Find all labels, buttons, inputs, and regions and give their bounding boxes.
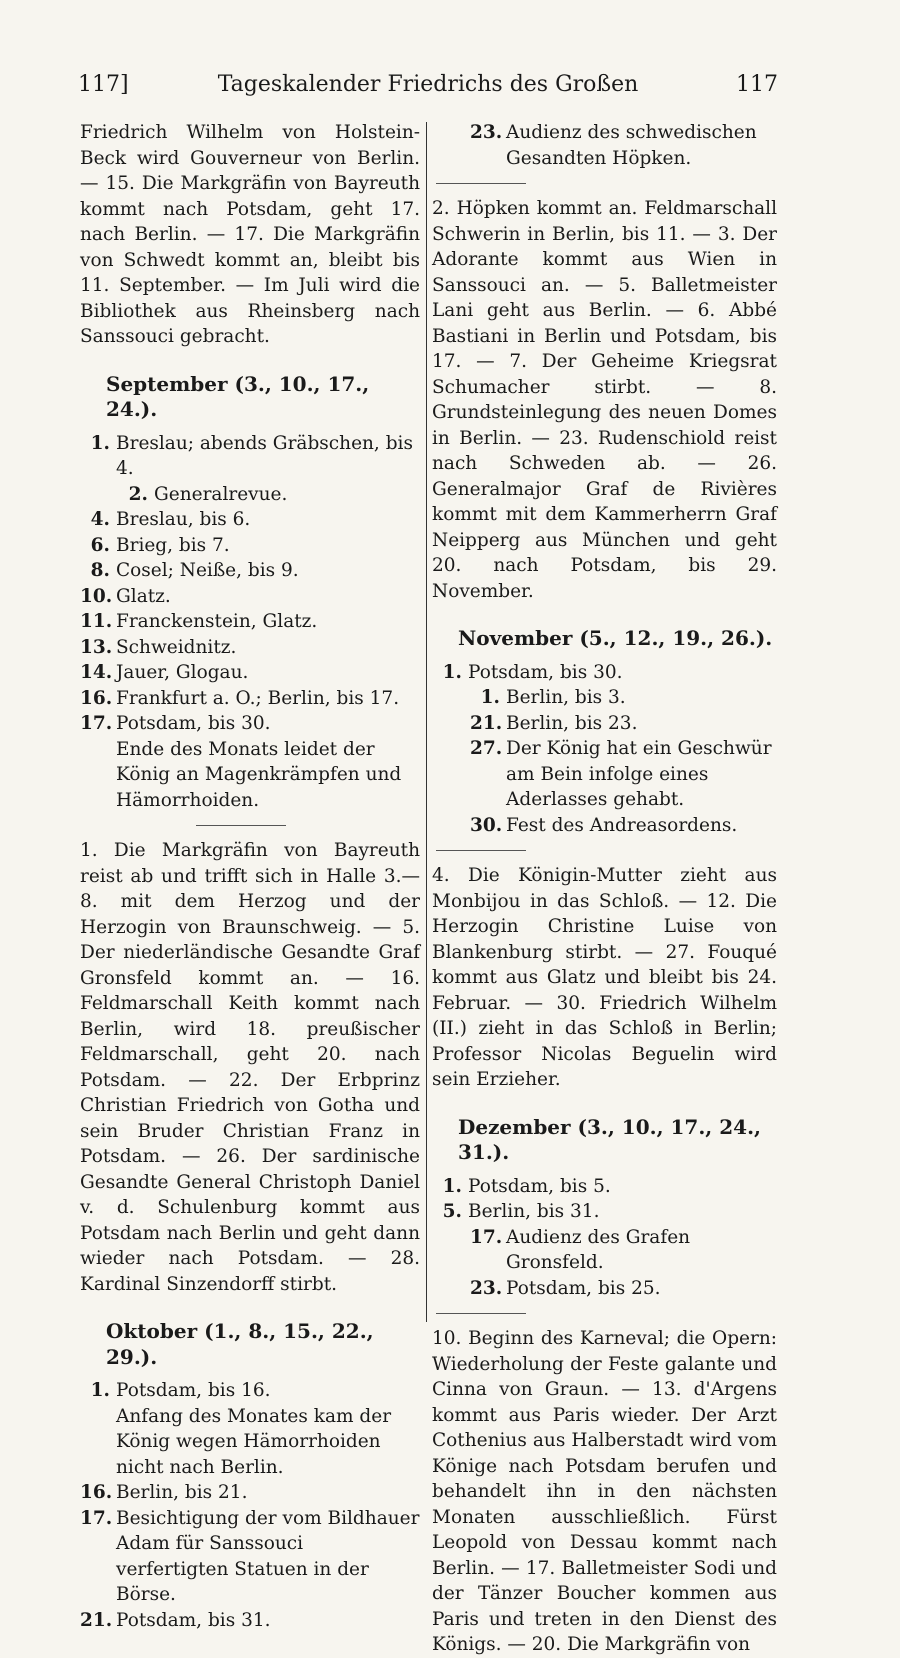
separator-rule [436, 1313, 526, 1314]
calendar-entry [432, 711, 777, 737]
separator-rule [436, 850, 526, 851]
entry-text: Audienz des schwedischen Gesandten Höpken. [506, 122, 757, 169]
calendar-entry [80, 711, 420, 737]
entry-day: 23. [470, 122, 503, 143]
entry-day: 16. [80, 687, 113, 709]
calendar-entry [432, 1276, 777, 1302]
page-number-bracket: 117] [78, 72, 129, 97]
calendar-entry [432, 813, 777, 839]
entry-text: Potsdam, bis 31. [116, 1609, 271, 1631]
entry-text: Berlin, bis 31. [468, 1201, 600, 1222]
entry-day: 17. [470, 1226, 503, 1248]
entry-day: 16. [80, 1482, 113, 1503]
entry-text: Berlin, bis 21. [116, 1482, 248, 1503]
entry-day: 30. [470, 814, 503, 836]
calendar-entry [432, 1174, 777, 1200]
entry-text: Jauer, Glogau. [116, 662, 249, 683]
separator-rule [436, 183, 526, 184]
calendar-entry [80, 584, 420, 610]
intro-paragraph: Friedrich Wilhelm von Holstein-Beck wird Gouverneur von Berlin. — 15. Die Markgräfin von Bayreuth kommt nach Potsdam, geht 17. nach Berlin. — 17. Die Markgräfin von Schwedt kommt an, bleibt bis 11. September. — Im Juli wird die Bibliothek aus Rheinsberg nach Sanssouci gebracht. [80, 122, 420, 347]
entry-day: 1. [90, 1380, 110, 1401]
september-events-paragraph: 1. Die Markgräfin von Bayreuth reist ab und trifft sich in Halle 3.—8. mit dem Herzog und der Herzogin von Braunschweig. — 5. Der niederländische Gesandte Graf Gronsfeld kommt an. — 16. Feldmarschall Keith kommt nach Berlin, wird 18. preußischer Feldmarschall, geht 20. nach Potsdam. — 22. Der Erbprinz Christian Friedrich von Gotha und sein Bruder Christian Franz in Potsdam. — 26. Der sardinische Gesandte General Christoph Daniel v. d. Schulenburg kommt aus Potsdam nach Berlin und geht dann wieder nach Potsdam. — 28. Kardinal Sinzendorff stirbt. [80, 840, 420, 1295]
entry-text: Besichtigung der vom Bildhauer Adam für Sanssouci verfertigten Statuen in der Börse. [116, 1507, 420, 1605]
calendar-entry [80, 431, 420, 482]
entry-day: 2. [128, 483, 148, 505]
calendar-entry [80, 1378, 420, 1404]
entry-text: Breslau; abends Gräbschen, bis 4. [116, 432, 413, 479]
calendar-entry [432, 1199, 777, 1225]
entry-day: 1. [90, 432, 110, 454]
month-heading-september: September (3., 10., 17., 24.). [106, 371, 370, 421]
calendar-entry [80, 558, 420, 584]
calendar-entry [80, 1608, 420, 1634]
entry-day: 6. [90, 534, 110, 556]
entry-text: Fest des Andreasordens. [506, 814, 738, 836]
entry-text: Frankfurt a. O.; Berlin, bis 17. [116, 687, 400, 709]
calendar-entry [432, 1225, 777, 1276]
entry-day: 1. [442, 661, 462, 683]
calendar-entry [80, 1480, 420, 1506]
entry-text: Potsdam, bis 30. [468, 661, 623, 683]
entry-day: 14. [80, 662, 113, 683]
calendar-entry [432, 660, 777, 686]
left-column [80, 120, 420, 1633]
entry-day: 27. [470, 738, 503, 759]
separator-rule [196, 825, 286, 826]
month-heading-november: November (5., 12., 19., 26.). [458, 626, 773, 650]
entry-text: Schweidnitz. [116, 636, 237, 658]
entry-day: 5. [442, 1201, 462, 1222]
month-heading-oktober: Oktober (1., 8., 15., 22., 29.). [106, 1319, 374, 1369]
calendar-entry [432, 120, 777, 171]
entry-text: Potsdam, bis 5. [468, 1175, 611, 1197]
entry-text: Potsdam, bis 16. [116, 1380, 271, 1401]
calendar-entry [432, 685, 777, 711]
entry-text: Berlin, bis 3. [506, 687, 626, 708]
entry-text: Potsdam, bis 25. [506, 1277, 661, 1299]
entry-text: Generalrevue. [154, 483, 288, 505]
running-header [78, 72, 778, 106]
column-divider [426, 122, 427, 1322]
entry-text: Brieg, bis 7. [116, 534, 230, 556]
calendar-entry [80, 507, 420, 533]
entry-day: 23. [470, 1277, 503, 1299]
calendar-entry [432, 736, 777, 813]
entry-day: 1. [442, 1175, 462, 1197]
entry-day: 10. [80, 585, 113, 607]
page-number: 117 [736, 72, 778, 97]
dezember-events-paragraph: 10. Beginn des Karneval; die Opern: Wiederholung der Feste galante und Cinna von Graun. — 13. d'Argens kommt aus Paris wieder. Der Arzt Cothenius aus Halberstadt wird vom Könige nach Potsdam berufen und behandelt ihn in den nächsten Monaten ausschließlich. Fürst Leopold von Dessau kommt nach Berlin. — 17. Balletmeister Sodi und der Tänzer Boucher kommen aus Paris und treten in den Dienst des Königs. — 20. Die Markgräfin von [432, 1328, 777, 1655]
calendar-entry [80, 533, 420, 559]
entry-day: 21. [80, 1609, 113, 1631]
entry-text: Breslau, bis 6. [116, 509, 251, 530]
calendar-entry [80, 482, 420, 508]
calendar-entry [80, 1506, 420, 1608]
entry-day: 8. [90, 560, 110, 581]
entry-day: 13. [80, 636, 113, 658]
running-title: Tageskalender Friedrichs des Großen [217, 72, 639, 97]
november-events-paragraph: 4. Die Königin-Mutter zieht aus Monbijou in das Schloß. — 12. Die Herzogin Christine Luise von Blankenburg stirbt. — 27. Fouqué kommt aus Glatz und bleibt bis 24. Februar. — 30. Friedrich Wilhelm (II.) zieht in das Schloß in Berlin; Professor Nicolas Beguelin wird sein Erzieher. [432, 865, 777, 1090]
calendar-entry [80, 660, 420, 686]
entry-text: Glatz. [116, 585, 171, 607]
entry-text: Audienz des Grafen Gronsfeld. [506, 1226, 691, 1273]
calendar-entry [80, 609, 420, 635]
entry-day: 4. [90, 509, 110, 530]
entry-day: 17. [80, 1507, 113, 1529]
entry-day: 11. [80, 611, 113, 632]
calendar-entry [80, 635, 420, 661]
right-column [432, 120, 777, 1658]
entry-note: Ende des Monats leidet der König an Magenkrämpfen und Hämorrhoiden. [116, 738, 402, 811]
entry-text: Franckenstein, Glatz. [116, 611, 318, 632]
entry-note: Anfang des Monates kam der König wegen Hämorrhoiden nicht nach Berlin. [116, 1405, 392, 1478]
entry-day: 21. [470, 712, 503, 734]
entry-text: Der König hat ein Geschwür am Bein infolge eines Aderlasses gehabt. [506, 738, 772, 810]
entry-text: Cosel; Neiße, bis 9. [116, 560, 299, 581]
entry-text: Potsdam, bis 30. [116, 713, 271, 734]
entry-text: Berlin, bis 23. [506, 712, 638, 734]
month-heading-dezember: Dezember (3., 10., 17., 24., 31.). [458, 1114, 761, 1164]
calendar-entry [80, 686, 420, 712]
entry-day: 1. [480, 687, 500, 708]
oktober-events-paragraph: 2. Höpken kommt an. Feldmarschall Schwerin in Berlin, bis 11. — 3. Der Adorante kommt aus Wien in Sanssouci an. — 5. Balletmeister Lani geht aus Berlin. — 6. Abbé Bastiani in Berlin und Potsdam, bis 17. — 7. Der Geheime Kriegsrat Schumacher stirbt. — 8. Grundsteinlegung des neuen Domes in Berlin. — 23. Rudenschiold reist nach Schweden ab. — 26. Generalmajor Graf de Rivières kommt mit dem Kammerherrn Graf Neipperg aus München und geht 20. nach Potsdam, bis 29. November. [432, 198, 777, 602]
entry-day: 17. [80, 713, 113, 734]
